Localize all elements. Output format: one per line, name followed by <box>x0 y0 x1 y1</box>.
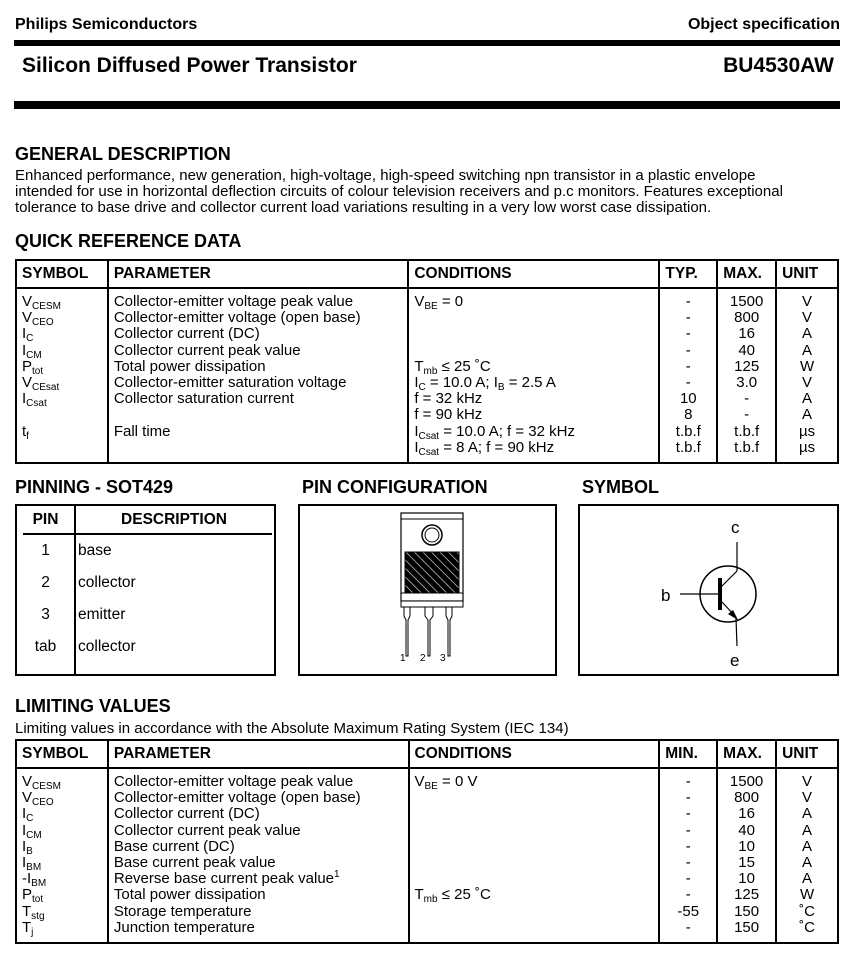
condition-text: = 8 A; f = 90 kHz <box>439 438 555 456</box>
parameter <box>114 294 403 310</box>
condition <box>414 359 653 375</box>
limiting-values-table <box>15 739 839 944</box>
parameter-text: Total power dissipation <box>113 886 266 904</box>
symbol <box>22 904 102 920</box>
parameter-text: Collector-emitter voltage (open base) <box>113 789 361 807</box>
parameter <box>114 774 403 790</box>
company-name: Philips Semiconductors <box>15 16 198 33</box>
parameter <box>114 806 403 822</box>
condition <box>414 424 653 440</box>
condition-text: V <box>414 293 425 310</box>
limiting-values-heading: LIMITING VALUES <box>15 696 171 716</box>
condition-text: T <box>414 357 424 375</box>
symbol-subscript: CEO <box>32 797 54 809</box>
parameter <box>114 823 403 839</box>
lead-label: 2 <box>420 653 426 664</box>
unit-value: V <box>802 293 813 310</box>
quick-reference-heading: QUICK REFERENCE DATA <box>15 231 242 251</box>
collector-label: c <box>731 518 740 537</box>
header-rule-bottom <box>14 101 840 109</box>
symbol-subscript: CM <box>26 349 42 361</box>
parameter <box>114 855 403 871</box>
part-number: BU4530AW <box>723 54 834 77</box>
parameter-text: Collector current (DC) <box>113 325 260 343</box>
symbol-letter: I <box>22 390 27 408</box>
condition-text: ≤ 25 ˚C <box>437 886 491 904</box>
lead-2 <box>425 607 433 656</box>
symbol <box>22 823 102 839</box>
min-value: - <box>685 821 691 839</box>
max-value: 125 <box>734 357 760 375</box>
symbol-letter: -I <box>22 870 32 888</box>
symbol <box>22 309 102 329</box>
max-value: 125 <box>734 886 760 904</box>
condition-text: = 0 <box>437 293 464 310</box>
parameter <box>114 920 403 936</box>
unit-value: A <box>802 837 813 855</box>
parameter-text: Collector-emitter voltage peak value <box>113 773 354 790</box>
unit-value: V <box>802 773 813 790</box>
lead-1 <box>404 607 410 656</box>
header-rule-top <box>14 40 840 46</box>
col-max: MAX. <box>717 740 776 768</box>
description-line: intended for use in horizontal deflection circuits of colour television receivers and p.c monitors. Features exceptional <box>15 183 783 200</box>
symbol-subscript: C <box>26 333 34 345</box>
parameter <box>114 375 403 391</box>
max-value: 10 <box>738 837 755 855</box>
symbol-subscript: BM <box>26 861 42 873</box>
pin-number: 3 <box>41 606 50 623</box>
symbol <box>22 870 102 890</box>
symbol-cell <box>16 288 108 463</box>
parameter <box>114 790 403 806</box>
symbol-subscript: Csat <box>26 398 47 410</box>
symbol-letter: P <box>22 357 33 375</box>
pin-description: base <box>78 542 112 559</box>
lead-label: 3 <box>440 653 446 664</box>
parameter-text: Collector-emitter saturation voltage <box>113 373 347 391</box>
symbol-letter: t <box>22 422 27 440</box>
symbol-letter: I <box>22 853 27 871</box>
condition-subscript: BE <box>424 781 438 792</box>
symbol <box>22 920 102 936</box>
parameter-text: Junction temperature <box>113 918 255 936</box>
parameter-text: Fall time <box>113 422 171 440</box>
description-column-header: DESCRIPTION <box>121 511 227 528</box>
description-line: Enhanced performance, new generation, high-voltage, high-speed switching npn transistor in a plastic envelope <box>15 167 756 184</box>
min-value: -55 <box>677 902 700 920</box>
unit-value: V <box>802 373 813 391</box>
symbol-letter: T <box>22 902 32 920</box>
condition <box>414 326 653 342</box>
condition <box>415 774 654 790</box>
condition-text: ≤ 25 ˚C <box>437 357 491 375</box>
condition <box>414 310 653 326</box>
pin-number: 2 <box>41 574 50 591</box>
typ-value: t.b.f <box>675 422 701 440</box>
pin-column-header: PIN <box>32 511 59 528</box>
parameter-text: Reverse base current peak value <box>113 870 334 888</box>
condition-text: f = 32 kHz <box>414 390 483 408</box>
max-value: 15 <box>738 853 755 871</box>
parameter <box>114 391 403 407</box>
typ-value: - <box>685 293 691 310</box>
condition <box>415 855 654 871</box>
unit-value: W <box>799 886 815 904</box>
symbol-subscript: stg <box>31 910 45 922</box>
condition-text: I <box>414 422 419 440</box>
parameter-text: Total power dissipation <box>113 357 266 375</box>
condition-text: = 10.0 A; I <box>425 373 498 391</box>
condition <box>415 871 654 887</box>
unit-value: ˚C <box>799 902 815 920</box>
symbol-subscript: j <box>31 926 34 938</box>
condition <box>414 294 653 310</box>
symbol-letter: V <box>22 293 33 310</box>
pinning-table <box>15 504 276 676</box>
unit-value: A <box>802 325 813 343</box>
npn-transistor-symbol <box>580 506 837 674</box>
unit-value: A <box>802 853 813 871</box>
unit-value: A <box>802 341 813 359</box>
parameter-text: Storage temperature <box>113 902 252 920</box>
col-conditions: CONDITIONS <box>409 740 660 768</box>
condition <box>415 790 654 806</box>
symbol-subscript: CM <box>26 829 42 841</box>
parameter <box>114 407 403 423</box>
typ-value: 8 <box>684 406 693 424</box>
typ-value: t.b.f <box>675 438 701 456</box>
symbol <box>22 294 102 310</box>
pin-configuration-heading: PIN CONFIGURATION <box>302 477 488 497</box>
condition-subscript: C <box>418 381 426 393</box>
col-unit: UNIT <box>776 260 838 288</box>
condition <box>415 806 654 822</box>
min-value: - <box>685 773 691 790</box>
pinning-heading: PINNING - SOT429 <box>15 477 174 497</box>
parameter-text: Collector current peak value <box>113 821 301 839</box>
symbol-subscript: C <box>26 813 34 825</box>
condition-text: f = 90 kHz <box>414 406 483 424</box>
max-value: 10 <box>738 870 755 888</box>
condition-text: = 2.5 A <box>504 373 556 391</box>
conditions-cell <box>408 288 659 463</box>
min-value: - <box>685 886 691 904</box>
symbol <box>22 789 102 809</box>
parameter-text: Collector-emitter voltage peak value <box>113 293 354 310</box>
max-value: 16 <box>738 325 755 343</box>
parameter-text: Base current peak value <box>113 853 276 871</box>
symbol <box>22 886 102 906</box>
pinning-column-divider <box>74 506 76 674</box>
die-area <box>405 552 459 593</box>
parameter-text: Collector current peak value <box>113 341 301 359</box>
symbol <box>22 440 102 456</box>
description-line: tolerance to base drive and collector current load variations resulting in a very low worst case dissipation. <box>15 199 712 216</box>
parameter <box>114 359 403 375</box>
symbol-letter: I <box>22 325 27 343</box>
max-value: 3.0 <box>736 373 758 391</box>
base-label: b <box>661 586 671 605</box>
parameter <box>114 343 403 359</box>
condition-text: T <box>414 886 424 904</box>
symbol <box>22 390 102 410</box>
parameter-cell <box>108 768 409 943</box>
package-drawing <box>300 506 555 674</box>
pin-description: collector <box>78 638 136 655</box>
parameter <box>114 440 403 456</box>
unit-value: V <box>802 309 813 327</box>
symbol-letter: I <box>22 837 27 855</box>
symbol-subscript: BM <box>31 878 47 890</box>
pin-description: emitter <box>78 606 126 623</box>
max-value: 40 <box>738 821 755 839</box>
min-value: - <box>685 853 691 871</box>
symbol-letter: P <box>22 886 33 904</box>
symbol-subscript: B <box>26 845 33 857</box>
typ-value: 10 <box>679 390 697 408</box>
parameter <box>114 424 403 440</box>
max-cell <box>717 768 776 943</box>
condition-subscript: BE <box>424 301 438 312</box>
symbol <box>22 359 102 375</box>
symbol <box>22 325 102 345</box>
max-value: 150 <box>734 902 760 920</box>
condition-text: = 0 V <box>437 773 478 790</box>
symbol-subscript: CEO <box>32 317 54 329</box>
condition <box>415 904 654 920</box>
condition-subscript: mb <box>423 894 438 906</box>
limiting-values-intro: Limiting values in accordance with the Absolute Maximum Rating System (IEC 134) <box>15 720 569 737</box>
symbol <box>22 774 102 790</box>
unit-cell <box>776 768 838 943</box>
quick-reference-table <box>15 259 839 464</box>
max-value: t.b.f <box>734 422 760 440</box>
col-conditions: CONDITIONS <box>408 260 659 288</box>
lead-label: 1 <box>400 653 406 664</box>
typ-value: - <box>685 373 691 391</box>
col-min: MIN. <box>659 740 717 768</box>
min-value: - <box>685 837 691 855</box>
parameter <box>114 887 403 903</box>
parameter <box>114 871 403 887</box>
parameter <box>114 310 403 326</box>
unit-value: µs <box>798 422 816 440</box>
condition <box>415 823 654 839</box>
max-value: 1500 <box>729 293 764 310</box>
unit-value: ˚C <box>799 918 815 936</box>
min-value: - <box>685 789 691 807</box>
emitter-lead <box>736 618 737 646</box>
min-value: - <box>685 870 691 888</box>
condition <box>414 375 653 391</box>
symbol-letter: V <box>22 773 33 790</box>
unit-value: W <box>799 357 815 375</box>
symbol <box>22 407 102 423</box>
typ-value: - <box>685 357 691 375</box>
symbol-subscript: CEsat <box>32 381 60 393</box>
document-type: Object specification <box>687 16 840 33</box>
product-title: Silicon Diffused Power Transistor <box>22 54 357 77</box>
max-value: 800 <box>734 309 760 327</box>
symbol-letter: V <box>22 309 33 327</box>
condition-text: I <box>414 438 419 456</box>
conditions-cell <box>409 768 660 943</box>
pin-number: 1 <box>41 542 50 559</box>
unit-value: A <box>802 870 813 888</box>
max-value: 800 <box>734 789 760 807</box>
symbol-letter: I <box>22 821 27 839</box>
parameter-text: Collector current (DC) <box>113 805 260 823</box>
max-value: 16 <box>738 805 755 823</box>
parameter <box>114 326 403 342</box>
max-cell <box>717 288 776 463</box>
condition-text: V <box>414 773 425 790</box>
symbol <box>22 375 102 391</box>
max-value: t.b.f <box>734 438 760 456</box>
symbol-heading: SYMBOL <box>582 477 660 497</box>
unit-value: A <box>802 805 813 823</box>
symbol-letter: I <box>22 805 27 823</box>
condition-subscript: B <box>497 381 505 393</box>
symbol-cell <box>16 768 108 943</box>
min-cell <box>659 768 717 943</box>
min-value: - <box>685 918 691 936</box>
condition-subscript: Csat <box>418 446 440 458</box>
col-max: MAX. <box>717 260 776 288</box>
typ-value: - <box>685 309 691 327</box>
parameter-text: Collector-emitter voltage (open base) <box>113 309 361 327</box>
condition-text: I <box>414 373 419 391</box>
max-value: - <box>744 406 750 424</box>
condition <box>414 440 653 456</box>
col-typ: TYP. <box>659 260 717 288</box>
general-description-heading: GENERAL DESCRIPTION <box>15 144 231 164</box>
symbol <box>22 805 102 825</box>
footnote-mark: 1 <box>334 869 340 881</box>
symbol <box>22 424 102 440</box>
typ-value: - <box>685 341 691 359</box>
unit-value: A <box>802 390 813 408</box>
condition <box>415 839 654 855</box>
max-value: 150 <box>734 918 760 936</box>
condition <box>414 343 653 359</box>
typ-cell <box>659 288 717 463</box>
condition <box>414 886 654 906</box>
col-parameter: PARAMETER <box>108 260 409 288</box>
symbol-letter: V <box>22 789 33 807</box>
pin-configuration-box <box>298 504 557 676</box>
condition-text: = 10.0 A; f = 32 kHz <box>439 422 575 440</box>
symbol-subscript: f <box>26 430 29 442</box>
max-value: 40 <box>738 341 755 359</box>
parameter-text: Collector saturation current <box>113 390 294 408</box>
symbol-subscript: tot <box>32 894 44 906</box>
symbol <box>22 839 102 855</box>
max-value: - <box>744 390 750 408</box>
col-parameter: PARAMETER <box>108 740 409 768</box>
unit-value: µs <box>798 438 816 456</box>
unit-value: A <box>802 406 813 424</box>
unit-value: A <box>802 821 813 839</box>
condition <box>415 920 654 936</box>
pin-description: collector <box>78 574 136 591</box>
lead-3 <box>446 607 452 656</box>
symbol <box>22 855 102 871</box>
parameter <box>114 839 403 855</box>
condition-subscript: Csat <box>418 430 440 442</box>
min-value: - <box>685 805 691 823</box>
unit-value: V <box>802 789 813 807</box>
symbol-subscript: CESM <box>32 781 61 792</box>
col-unit: UNIT <box>776 740 838 768</box>
typ-value: - <box>685 325 691 343</box>
parameter-cell <box>108 288 409 463</box>
parameter-text: Base current (DC) <box>113 837 235 855</box>
col-symbol: SYMBOL <box>16 260 108 288</box>
unit-cell <box>776 288 838 463</box>
condition <box>414 391 653 407</box>
base-bar <box>718 578 722 610</box>
parameter <box>114 904 403 920</box>
symbol-letter: I <box>22 341 27 359</box>
symbol-subscript: tot <box>32 365 44 377</box>
symbol-letter: T <box>22 918 32 936</box>
condition-subscript: mb <box>423 365 438 377</box>
symbol <box>22 343 102 359</box>
max-value: 1500 <box>729 773 764 790</box>
general-description-text <box>15 168 845 216</box>
pinning-header-rule <box>23 533 272 535</box>
symbol-subscript: CESM <box>32 301 61 312</box>
condition <box>414 407 653 423</box>
pin-number: tab <box>34 638 57 655</box>
col-symbol: SYMBOL <box>16 740 108 768</box>
emitter-label: e <box>730 651 740 670</box>
symbol-letter: V <box>22 373 33 391</box>
symbol-box <box>578 504 839 676</box>
